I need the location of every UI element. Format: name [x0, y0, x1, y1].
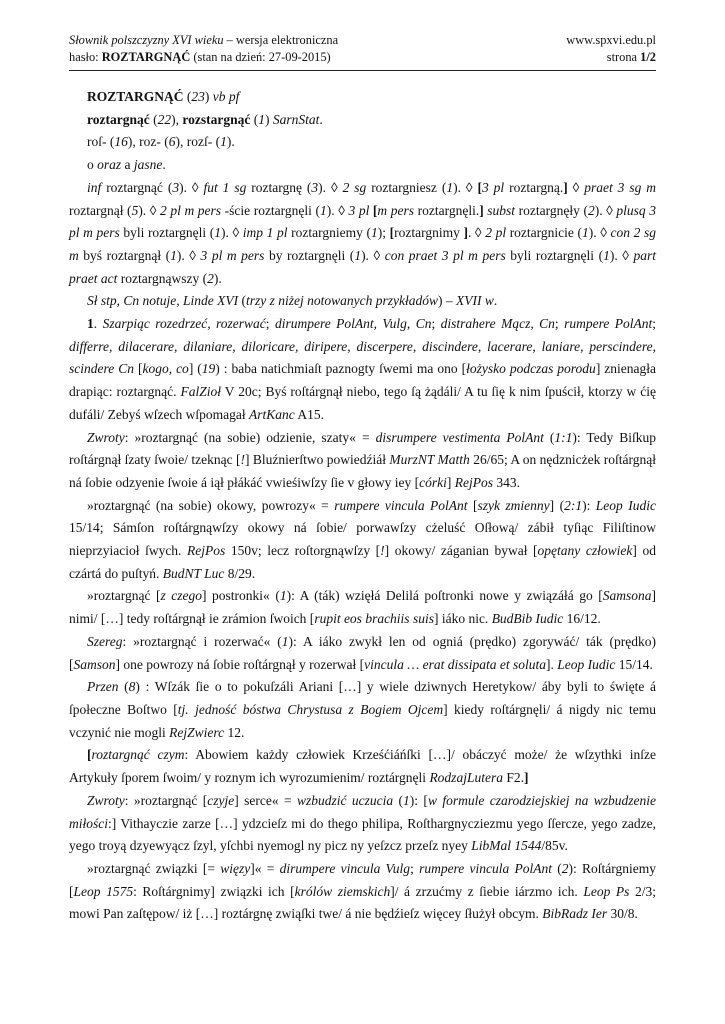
- text-run: RodzajLutera: [429, 770, 503, 786]
- text-run: by roztargnęli (: [264, 247, 355, 263]
- text-run: RejPos: [454, 474, 494, 490]
- text-run: MurzNT Matth: [389, 452, 470, 468]
- text-run: /85v.: [541, 838, 568, 854]
- text-run: 8/29.: [224, 565, 256, 581]
- text-run: ) : baba natichmiaſt paznogty ſwemi ma ono [: [215, 361, 467, 377]
- site-url[interactable]: www.spxvi.edu.pl: [566, 33, 656, 47]
- text-run: BudNT Luc: [162, 565, 225, 581]
- text-run: RejPos: [187, 543, 226, 559]
- text-run: ]/ á zrzućmy z ſiebie iárzmo ich.: [390, 883, 584, 899]
- text-run: ] od czártá do puſtyń.: [69, 543, 656, 581]
- text-run: (: [250, 111, 259, 127]
- text-run: ). ◊: [594, 202, 617, 218]
- text-run: ◊: [567, 179, 585, 195]
- text-run: 2 pl m pers: [160, 202, 222, 218]
- text-run: rumpere PolAnt: [564, 316, 653, 332]
- text-run: roſ- (: [87, 134, 115, 150]
- text-run: distrahere Mącz, Cn: [440, 316, 555, 332]
- text-run: tj. jedność bóstwa Chrystusa z Bogiem Ojcem: [177, 701, 444, 717]
- text-run: 1: [214, 225, 222, 241]
- text-run: ] serce« =: [234, 792, 298, 808]
- text-run: ] (: [188, 361, 202, 377]
- entry-sources: [69, 290, 656, 313]
- text-run: 3: [311, 179, 319, 195]
- text-run: wzbudzić uczucia: [297, 792, 394, 808]
- text-run: ) : Wſzák ſie o to pokuſzáli Ariani […] y wiele dziwnych Heretykow/ áby byli to święte á ſpołeczne Boſtwo [: [69, 679, 656, 717]
- text-run: BibRadz Ier: [542, 906, 608, 922]
- entry-variants: [69, 109, 656, 132]
- text-run: rumpere vincula PolAnt: [419, 860, 553, 876]
- text-run: opętany człowiek: [537, 543, 633, 559]
- text-run: RejZwierc: [169, 724, 225, 740]
- text-run: rupit eos brachiis suis: [314, 611, 434, 627]
- text-run: Leop Ps: [583, 883, 630, 899]
- text-run: 1: [170, 247, 177, 263]
- text-run: : »roztargnąć (na sobie) odzienie, szaty« =: [124, 429, 376, 445]
- entry-body: [69, 86, 656, 926]
- text-run: LibMal 1544: [471, 838, 542, 854]
- text-run: trzy z niżej notowanych przykładów: [246, 293, 438, 309]
- text-run: (: [149, 111, 158, 127]
- text-run: disrumpere vestimenta PolAnt: [375, 429, 544, 445]
- text-run: 1: [403, 792, 410, 808]
- text-run: ;: [410, 860, 420, 876]
- text-run: ]: [463, 225, 468, 241]
- text-run: FalZioł: [180, 384, 222, 400]
- text-run: ] postronki« (: [202, 588, 280, 604]
- text-run: ).: [226, 134, 235, 150]
- text-run: 343.: [493, 474, 521, 490]
- text-run: łożysko podczas porodu: [466, 361, 596, 377]
- entry-headword: [69, 86, 656, 109]
- text-run: . ◊: [467, 225, 486, 241]
- text-run: byli roztargnęli (: [119, 225, 215, 241]
- text-run: roztargnimy: [394, 225, 464, 241]
- text-run: ;: [652, 316, 657, 332]
- text-run: roztargną.: [504, 179, 564, 195]
- text-run: vincula … erat dissipata et soluta: [364, 656, 547, 672]
- text-run: roztargniesz (: [366, 179, 447, 195]
- text-run: a: [121, 157, 134, 173]
- text-run: [: [389, 225, 395, 241]
- text-run: ] znienagła drapiąc: roztargnąć.: [69, 361, 657, 400]
- text-run: 3: [172, 179, 180, 195]
- text-run: Przen: [87, 679, 119, 695]
- phrase-odzienie: [69, 427, 656, 495]
- text-run: Szereg: [87, 633, 123, 649]
- text-run: subst: [487, 202, 516, 218]
- text-run: (: [183, 89, 192, 104]
- text-run: );: [377, 225, 390, 241]
- text-run: BudBib Iudic: [491, 611, 564, 627]
- text-run: 2: [207, 270, 214, 286]
- text-run: ROZTARGNĄĆ: [87, 89, 184, 104]
- text-run: ArtKanc: [248, 406, 295, 422]
- text-run: vb pf: [212, 89, 240, 104]
- text-run: .: [93, 316, 103, 332]
- text-run: 2 pl: [485, 225, 507, 241]
- text-run: roztargnicie (: [506, 225, 583, 241]
- text-run: F2.: [502, 770, 524, 786]
- text-run: 15/14.: [615, 656, 653, 672]
- figurative-usage: [69, 676, 656, 744]
- text-run: : »roztargnąć i rozerwać« (: [122, 633, 282, 649]
- text-run: szyk zmienny: [477, 497, 550, 513]
- text-run: w formule czarodziejskiej na wzbudzenie miłości: [69, 792, 656, 831]
- text-run: Zwroty: [87, 792, 125, 808]
- text-run: : Abowiem każdy człowiek Krześćiáńſki […]/ obáczyć może/ że wſzythki inſze Artykuły ſporem ſwoim/ y roznym ich wyrozumienim/ roztárgnęli: [69, 747, 656, 786]
- dictionary-title: Słownik polszczyzny XVI wieku – wersja elektroniczna: [69, 33, 339, 47]
- text-run: ). ◊: [609, 247, 634, 263]
- text-run: 16: [114, 134, 128, 150]
- text-run: więzy: [220, 860, 251, 876]
- text-run: praet 3 sg m: [584, 179, 657, 195]
- text-run: ]: [446, 474, 455, 490]
- text-run: ] nimi/ […] tedy roſtárgnął ie zrámion ſwoich [: [69, 588, 656, 627]
- text-run: [: [477, 179, 482, 195]
- text-run: 1: [279, 588, 287, 604]
- text-run: roztargniemy (: [287, 225, 371, 241]
- text-run: ] kiedy roſtárgnęli/ á nigdy nic temu vczynić nie mogli: [69, 701, 657, 740]
- sense-1: [69, 313, 656, 427]
- text-run: ]: [479, 202, 484, 218]
- phrase-serce: [69, 790, 656, 858]
- text-run: m pers: [377, 202, 415, 218]
- text-run: (: [393, 792, 404, 808]
- text-run: 2: [561, 860, 569, 876]
- text-run: SarnStat: [272, 111, 320, 127]
- text-run: 1: [446, 179, 454, 195]
- text-run: roztargnąć: [87, 111, 150, 127]
- text-run: ): Roſtárgniemy [: [69, 860, 656, 899]
- text-run: ;: [265, 316, 275, 332]
- text-run: 22: [157, 111, 172, 127]
- text-run: !: [240, 452, 245, 468]
- text-run: 12.: [224, 724, 245, 740]
- text-run: ), rozſ- (: [175, 134, 221, 150]
- text-run: ]: [523, 770, 529, 786]
- phrase-zwiazki: [69, 858, 656, 926]
- header-rule: [69, 70, 656, 71]
- text-run: (: [118, 679, 129, 695]
- text-run: 3 pl: [482, 179, 505, 195]
- text-run: 6: [168, 134, 176, 150]
- text-run: 1: [354, 247, 362, 263]
- text-run: Zwroty: [87, 429, 125, 445]
- text-run: czyje: [207, 792, 235, 808]
- text-run: ]« =: [250, 860, 280, 876]
- text-run: ) –: [438, 293, 456, 309]
- entry-pronunciation: [69, 154, 656, 177]
- text-run: dirumpere vincula Vulg: [279, 860, 411, 876]
- text-run: fut 1 sg: [203, 179, 247, 195]
- text-run: roztargnął (: [69, 202, 132, 218]
- text-run: inf: [87, 179, 102, 195]
- text-run: ]: [563, 179, 568, 195]
- text-run: ). ◊: [138, 202, 161, 218]
- text-run: ). ◊: [318, 179, 343, 195]
- text-run: 1: [281, 633, 289, 649]
- text-run: 8: [128, 679, 136, 695]
- text-run: byli roztargnęli (: [505, 247, 604, 263]
- text-run: 23: [191, 89, 205, 104]
- text-run: z czego: [160, 588, 203, 604]
- text-run: ):: [582, 497, 596, 513]
- text-run: 3 pl: [348, 202, 370, 218]
- text-run: ].: [546, 656, 558, 672]
- text-run: V 20c; Byś roſtárgnął niebo, tego ſą żądáli/ A tu ſię k nim ſpuścił, ktorzy w ćię dufáli/ Zebyś wſzech wſpomagał: [69, 384, 656, 422]
- text-run: byś roztargnął (: [78, 247, 171, 263]
- text-run: [: [467, 497, 478, 513]
- text-run: rumpere vincula PolAnt: [334, 497, 468, 513]
- text-run: ): A iáko zwykł len od ogniá (prędko) zgorywáć/ ták (prędko) [: [69, 633, 656, 672]
- text-run: part praet act: [69, 247, 657, 286]
- text-run: [: [133, 361, 143, 377]
- text-run: 19: [201, 361, 216, 377]
- text-run: 2 sg: [342, 179, 367, 195]
- text-run: roztargnęli.: [414, 202, 480, 218]
- text-run: oraz: [97, 157, 122, 173]
- text-run: roztargnąwszy (: [117, 270, 208, 286]
- text-run: 2: [587, 202, 595, 218]
- text-run: roztargnę (: [246, 179, 312, 195]
- text-run: ). ◊: [326, 202, 349, 218]
- text-run: .: [319, 111, 323, 127]
- text-run: 2/3; mowi Pan zaſtępow/ iż […] roztárgnę zwiąſki twe/ á nie będźieſz więcey ſłużył obcym.: [69, 883, 657, 922]
- text-run: Samson: [73, 656, 116, 672]
- text-run: [: [87, 747, 92, 763]
- text-run: ). ◊: [588, 225, 611, 241]
- text-run: ).: [213, 270, 222, 286]
- page-number: strona 1/2: [606, 50, 656, 64]
- text-run: con 2 sg m: [69, 225, 656, 263]
- text-run: 1: [370, 225, 378, 241]
- text-run: : Roſtárgnimy] związki ich [: [133, 883, 295, 899]
- text-run: ). ◊: [221, 225, 243, 241]
- text-run: Szarpiąc rozedrzeć, rozerwać: [102, 316, 266, 332]
- text-run: »roztargnąć (na sobie) okowy, powrozy« =: [87, 497, 335, 513]
- text-run: ),: [171, 111, 183, 127]
- text-run: ): [204, 89, 213, 104]
- text-run: 1:1: [554, 429, 573, 445]
- text-run: roztargnąć czym: [91, 747, 185, 763]
- text-run: roztargnęły (: [515, 202, 588, 218]
- text-run: 1: [220, 134, 227, 150]
- text-run: plusq 3 pl m pers: [69, 202, 657, 241]
- page-header: [69, 32, 656, 66]
- text-run: .: [162, 157, 166, 173]
- text-run: ): A (ták) wzięłá Delilá poſtronki nowe y związáłá go [: [286, 588, 603, 604]
- text-run: 150v; lecz roſtorgnąwſzy [: [225, 543, 381, 559]
- text-run: 30/8.: [607, 906, 638, 922]
- text-run: »roztargnąć związki [=: [87, 860, 221, 876]
- text-run: roztargnąć (: [101, 179, 173, 195]
- entry-forms: [69, 177, 656, 291]
- phrase-czym: [69, 744, 656, 789]
- text-run: »roztargnąć [: [87, 588, 161, 604]
- text-run: ). ◊: [361, 247, 385, 263]
- text-run: differre, dilacerare, dilaniare, diloricare, diripere, discerpere, discindere, lacerare, laniare, perscindere, scindere Cn: [69, 338, 656, 377]
- text-run: 1: [320, 202, 327, 218]
- text-run: (: [552, 860, 562, 876]
- text-run: A15.: [294, 406, 324, 422]
- text-run: ): [: [409, 792, 428, 808]
- text-run: Leop Iudic: [595, 497, 656, 513]
- text-run: .: [493, 293, 498, 309]
- text-run: ] iáko nic.: [433, 611, 492, 627]
- text-run: ). ◊: [179, 179, 204, 195]
- text-run: ] one powrozy ná ſobie roſtárgnął y rozerwał [: [115, 656, 365, 672]
- text-run: XVII w: [456, 293, 494, 309]
- text-run: : »roztargnąć [: [124, 792, 208, 808]
- text-run: ). ◊: [453, 179, 478, 195]
- text-run: rozstargnąć: [182, 111, 251, 127]
- text-run: (: [238, 293, 246, 309]
- text-run: 1: [582, 225, 589, 241]
- text-run: 5: [131, 202, 139, 218]
- text-run: 2:1: [564, 497, 583, 513]
- text-run: (: [543, 429, 555, 445]
- text-run: Leop 1575: [73, 883, 134, 899]
- text-run: 3 pl m pers: [200, 247, 265, 263]
- text-run: córki: [419, 474, 447, 490]
- text-run: dirumpere PolAnt, Vulg, Cn: [274, 316, 432, 332]
- text-run: [: [372, 202, 378, 218]
- entry-label: hasło: ROZTARGNĄĆ (stan na dzień: 27-09-2015): [69, 50, 331, 64]
- text-run: kogo, co: [142, 361, 189, 377]
- text-run: con praet 3 pl m pers: [384, 247, 506, 263]
- text-run: Leop Iudic: [557, 656, 616, 672]
- text-run: 26/65; A on nędznicżek roſtárgnął ná ſobie odzyenie ſwoie á iął płákáć vwieśiwſzy ſie v głowy iey [: [69, 452, 656, 490]
- text-run: Samsona: [602, 588, 652, 604]
- text-run: ): [264, 111, 273, 127]
- text-run: ] Bluźnierſtwo powiedźiáł: [245, 452, 390, 468]
- text-run: ;: [431, 316, 441, 332]
- text-run: Sł stp, Cn notuje, Linde XVI: [87, 293, 239, 309]
- text-run: 1: [258, 111, 265, 127]
- phrase-okowy: [69, 495, 656, 586]
- phrase-szereg: [69, 631, 656, 676]
- text-run: ;: [554, 316, 565, 332]
- text-run: ] okowy/ záganian bywał [: [384, 543, 538, 559]
- text-run: 1: [603, 247, 610, 263]
- text-run: 16/12.: [563, 611, 601, 627]
- entry-spellings: [69, 131, 656, 154]
- text-run: 1: [87, 316, 94, 332]
- text-run: :] Vithayczie zarze […] ydzcieſz mi do thego philipa, Roſthargnycziezmu yego ſſercze, yego zadze, yego troyą dzyewyącz ſzyl, yſchbi nyemogl ny picz ny yeſzcz przeſz nyey: [69, 815, 656, 854]
- text-run: ). ◊: [176, 247, 201, 263]
- phrase-postronki: [69, 585, 656, 630]
- text-run: ): Tedy Biſkup roſtárgnął ſzaty ſwoie/ tzeknąc [: [69, 429, 657, 468]
- text-run: jasne: [133, 157, 163, 173]
- text-run: -ście roztargnęli (: [221, 202, 321, 218]
- text-run: o: [87, 157, 98, 173]
- text-run: ), roz- (: [127, 134, 169, 150]
- text-run: !: [380, 543, 385, 559]
- text-run: ] (: [549, 497, 565, 513]
- text-run: 15/14; Sámſon roſtárgnąwſzy okowy ná ſobie/ porwawſzy cżeluść Oſłową/ zábił tyſiąc Filiſtinow nieprzyiacioł ſwych.: [69, 520, 656, 559]
- text-run: imp 1 pl: [242, 225, 288, 241]
- text-run: królów ziemskich: [294, 883, 391, 899]
